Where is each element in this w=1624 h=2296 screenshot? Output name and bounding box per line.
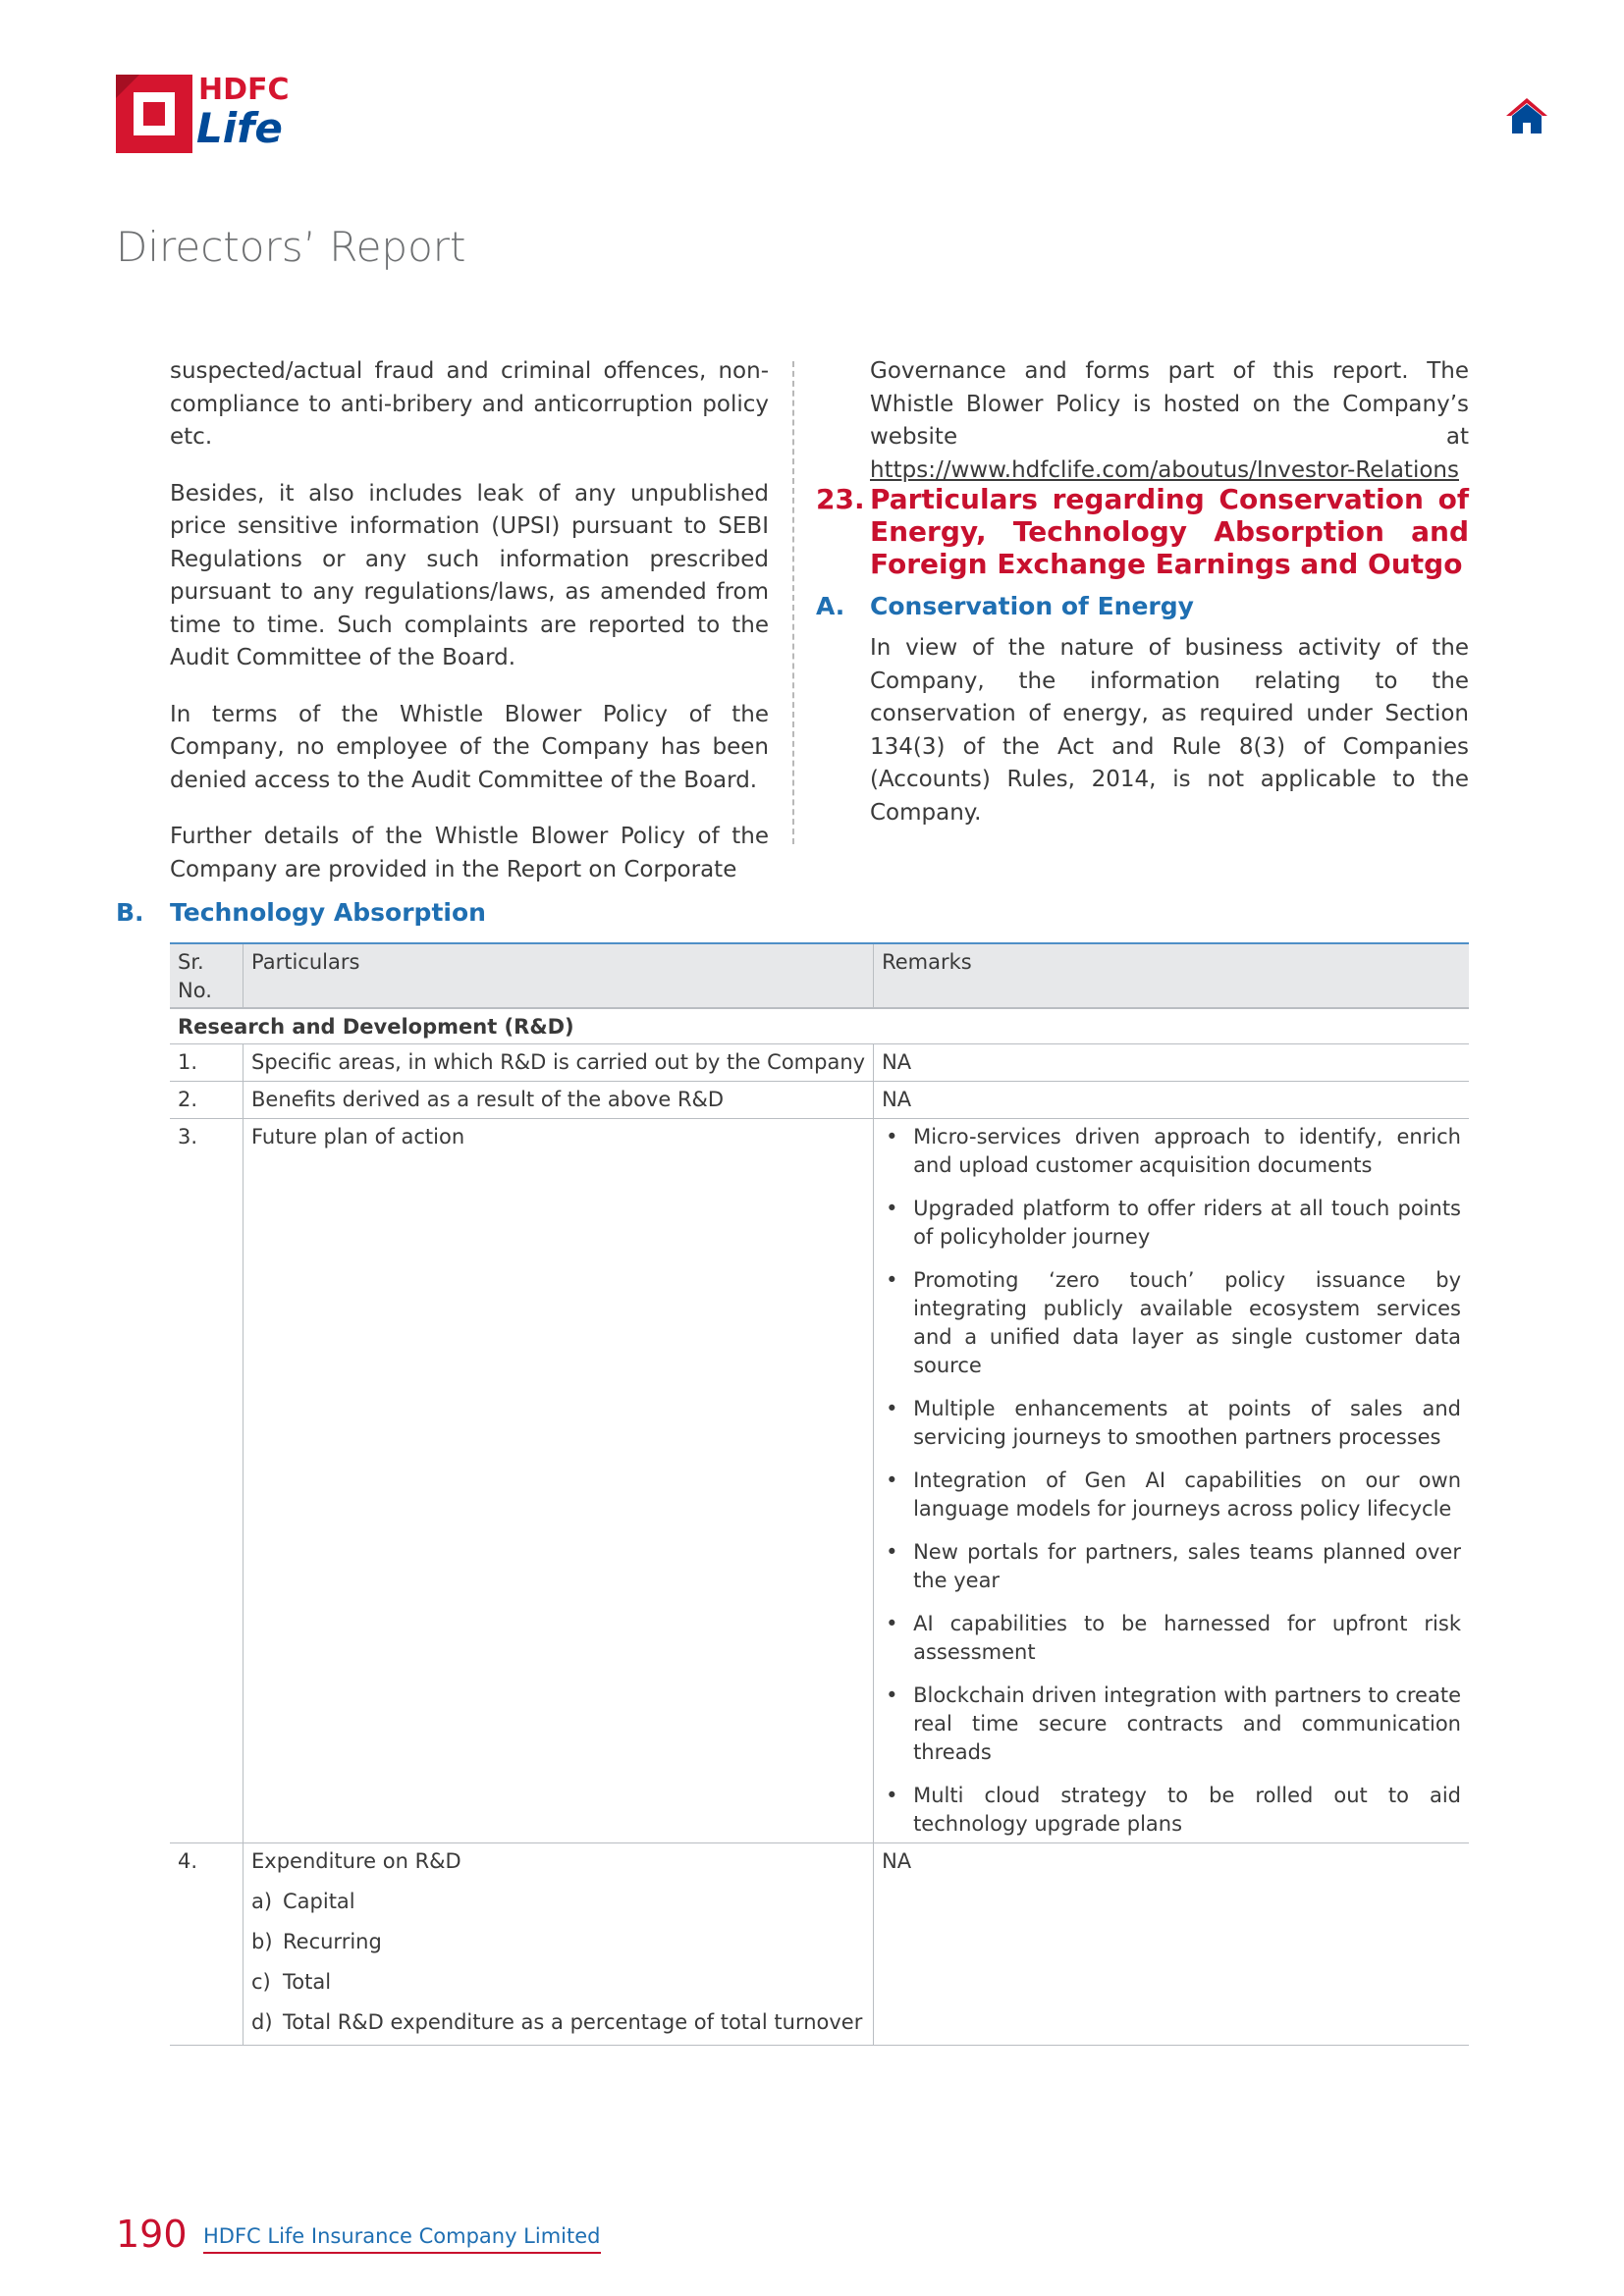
column-header-remarks: Remarks — [882, 950, 972, 974]
section-title: Particulars regarding Conservation of Energy, Technology Absorption and Foreign Exchange Earnings and Outgo — [870, 483, 1469, 580]
cell-sr-no: 1. — [170, 1044, 244, 1082]
cell-sr-no: 4. — [170, 1843, 244, 2046]
list-item: • AI capabilities to be harnessed for upfront risk assessment — [886, 1612, 1461, 1664]
investor-relations-link[interactable]: https://www.hdfclife.com/aboutus/Investor-Relations — [870, 456, 1459, 483]
bullet-icon: • — [886, 1468, 898, 1492]
logo-text-hdfc: HDFC — [198, 73, 290, 107]
cell-remarks: NA — [882, 1088, 912, 1111]
table-row — [170, 1082, 1469, 1119]
bullet-icon: • — [886, 1784, 898, 1807]
list-item: d) Total R&D expenditure as a percentage of total turnover — [251, 2010, 863, 2034]
paragraph: In view of the nature of business activity of the Company, the information relating to the conservation of energy, as required under Section 134(3) of the Act and Rule 8(3) of Companies (Accounts) Rules, 2014, is not applicable to the Company. — [870, 635, 1469, 826]
section-number: 23. — [816, 483, 865, 515]
cell-particulars: Benefits derived as a result of the above R&D — [244, 1082, 874, 1119]
cell-particulars: Specific areas, in which R&D is carried out by the Company — [244, 1044, 874, 1082]
list-item: • New portals for partners, sales teams planned over the year — [886, 1540, 1461, 1592]
cell-particulars — [244, 1843, 874, 2046]
paragraph: Further details of the Whistle Blower Policy of the Company are provided in the Report on Corporate — [170, 824, 769, 882]
list-item: c) Total — [251, 1970, 332, 1994]
bullet-icon: • — [886, 1197, 898, 1220]
list-item: • Upgraded platform to offer riders at all touch points of policyholder journey — [886, 1197, 1461, 1249]
table-header-row — [170, 943, 1469, 1008]
table-row — [170, 1119, 1469, 1843]
footer-company-name[interactable]: HDFC Life Insurance Company Limited — [203, 2222, 601, 2254]
bullet-icon: • — [886, 1540, 898, 1564]
left-column — [170, 355, 769, 886]
subsection-title: Conservation of Energy — [870, 592, 1194, 620]
list-item: • Promoting ‘zero touch’ policy issuance by integrating publicly available ecosystem services and a unified data layer as single customer data source — [886, 1268, 1461, 1377]
bullet-icon: • — [886, 1397, 898, 1420]
technology-absorption-table — [170, 942, 1469, 2046]
page-title: Directors’ Report — [116, 223, 466, 271]
list-item: a) Capital — [251, 1890, 355, 1913]
list-item: • Micro-services driven approach to identify, enrich and upload customer acquisition documents — [886, 1125, 1461, 1177]
home-icon[interactable] — [1504, 96, 1549, 135]
cell-remarks — [874, 1119, 1469, 1843]
column-header-sr-no: Sr. No. — [170, 943, 244, 1008]
list-item: • Multiple enhancements at points of sales and servicing journeys to smoothen partners processes — [886, 1397, 1461, 1449]
hdfc-life-logo[interactable] — [116, 75, 302, 157]
expenditure-list — [251, 1888, 865, 2041]
table-row — [170, 1843, 1469, 2046]
bullet-icon: • — [886, 1683, 898, 1707]
list-item: b) Recurring — [251, 1930, 382, 1953]
list-item: • Integration of Gen AI capabilities on our own language models for journeys across policy lifecycle — [886, 1468, 1461, 1521]
paragraph: suspected/actual fraud and criminal offences, non-compliance to anti-bribery and anticorruption policy etc. — [170, 358, 769, 450]
cell-remarks: NA — [882, 1849, 912, 1873]
paragraph: In terms of the Whistle Blower Policy of the Company, no employee of the Company has been denied access to the Audit Committee of the Board. — [170, 701, 769, 793]
column-divider — [792, 361, 794, 844]
paragraph — [870, 355, 1469, 487]
section-heading — [816, 483, 1469, 580]
logo-mark-icon — [116, 75, 192, 153]
paragraph-text: Governance and forms part of this report. The Whistle Blower Policy is hosted on the Company’s website at — [870, 358, 1469, 450]
section-row-label: Research and Development (R&D) — [178, 1015, 574, 1039]
cell-sr-no: 3. — [170, 1119, 244, 1843]
column-header-particulars: Particulars — [244, 943, 874, 1008]
bullet-icon: • — [886, 1612, 898, 1635]
cell-sr-no: 2. — [170, 1082, 244, 1119]
subsection-title: Technology Absorption — [170, 898, 486, 927]
paragraph: Besides, it also includes leak of any unpublished price sensitive information (UPSI) pursuant to SEBI Regulations or any such information prescribed pursuant to any regulations/laws, as amended from time to time. Such complaints are reported to the Audit Committee of the Board. — [170, 480, 769, 670]
logo-text-life: Life — [196, 104, 283, 152]
list-item: • Multi cloud strategy to be rolled out to aid technology upgrade plans — [886, 1784, 1461, 1836]
list-item: • Blockchain driven integration with partners to create real time secure contracts and communication threads — [886, 1683, 1461, 1764]
bullet-icon: • — [886, 1268, 898, 1292]
cell-remarks: NA — [882, 1050, 912, 1074]
bullet-icon: • — [886, 1125, 898, 1148]
future-plan-list — [882, 1123, 1461, 1839]
expenditure-label: Expenditure on R&D — [251, 1849, 461, 1873]
page-number: 190 — [116, 2213, 188, 2256]
subsection-letter: B. — [116, 898, 144, 927]
table-section-row — [170, 1008, 1469, 1044]
table-row — [170, 1044, 1469, 1082]
cell-particulars: Future plan of action — [244, 1119, 874, 1843]
subsection-letter: A. — [816, 592, 845, 620]
